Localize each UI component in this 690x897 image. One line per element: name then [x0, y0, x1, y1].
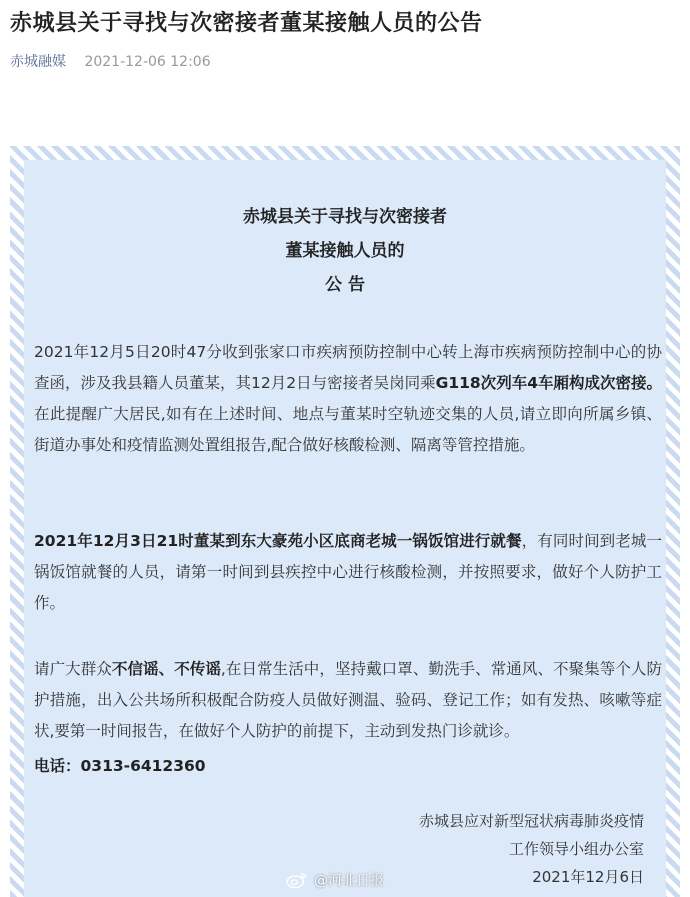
weibo-icon: [286, 871, 308, 889]
notice-paragraph-1: [34, 337, 662, 461]
contact-phone: 电话：0313-6412360: [34, 757, 206, 775]
p3-text-b: ,在日常生活中，坚持戴口罩、勤洗手、常通风、不聚集等个人防护措施，出入公共场所积极配合防疫人员做好测温、验码、登记工作；如有发热、咳嗽等症状,要第一时间报告，在做好个人防护的前提下，主动到发热门诊就诊。: [34, 660, 662, 740]
p3-text-a: 请广大群众: [34, 660, 112, 678]
p1-bold-text: G118次列车4车厢构成次密接。: [435, 374, 662, 392]
notice-heading-line2: 董某接触人员的: [285, 241, 405, 261]
p3-bold-text: 不信谣、不传谣: [111, 660, 221, 678]
notice-paragraph-2: [34, 526, 662, 619]
weibo-watermark: [286, 869, 384, 891]
article-meta: [10, 52, 211, 72]
p1-text-b: 在此提醒广大居民,如有在上述时间、地点与董某时空轨迹交集的人员,请立即向所属乡镇、街道办事处和疫情监测处置组报告,配合做好核酸检测、隔离等管控措施。: [34, 405, 662, 454]
notice-signature: [419, 807, 644, 891]
author-link[interactable]: 赤城融媒: [10, 54, 66, 70]
p2-bold-text: 2021年12月3日21时董某到东大豪苑小区底商老城一锅饭馆进行就餐: [34, 532, 522, 550]
signature-date: 2021年12月6日: [532, 868, 644, 886]
article-title: 赤城县关于寻找与次密接者董某接触人员的公告: [10, 11, 483, 36]
notice-paragraph-3: [34, 654, 662, 747]
notice-heading-line3: 公 告: [325, 275, 365, 295]
signature-org-line1: 赤城县应对新型冠状病毒肺炎疫情: [418, 812, 644, 830]
notice-card: [10, 146, 680, 897]
publish-date: 2021-12-06 12:06: [84, 54, 211, 70]
p1-text-a: 2021年12月5日20时47分收到张家口市疾病预防控制中心转上海市疾病预防控制中心的协查函，涉及我县籍人员董某，其12月2日与密接者吴岗同乘: [34, 343, 662, 392]
watermark-text: @河北日报: [314, 873, 384, 889]
notice-body: [24, 160, 666, 897]
signature-org-line2: 工作领导小组办公室: [508, 840, 644, 858]
notice-heading-line1: 赤城县关于寻找与次密接者: [243, 207, 447, 227]
p2-text-a: ，有同时间到老城一锅饭馆就餐的人员，请第一时间到县疾控中心进行核酸检测，并按照要求，做好个人防护工作。: [34, 532, 662, 612]
notice-heading: [24, 200, 666, 302]
